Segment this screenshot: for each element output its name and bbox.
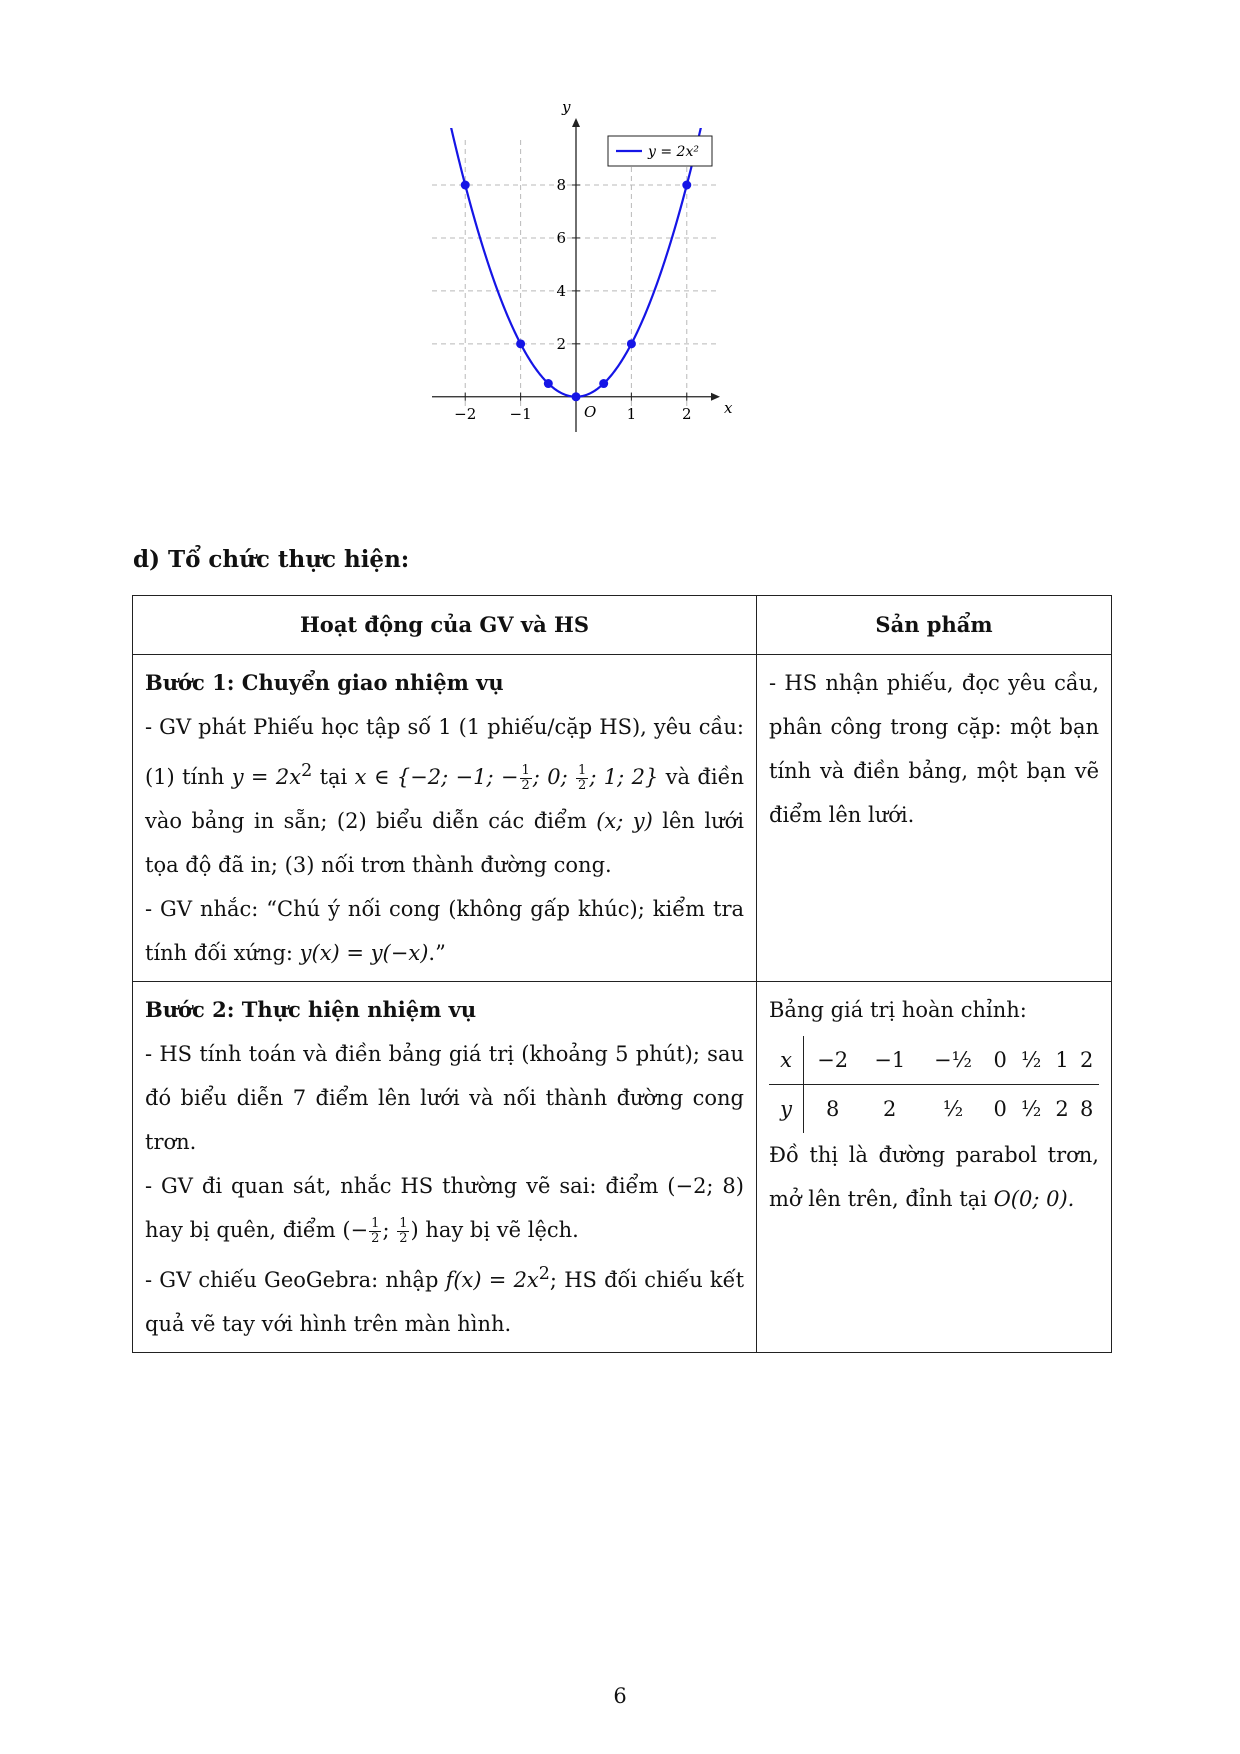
x-tick-label: −1 <box>509 404 532 423</box>
value-table-x-label: x <box>769 1036 804 1085</box>
table-header-row <box>133 596 1112 655</box>
step2-product-outro <box>769 1133 1099 1221</box>
value-table-y-cell: 0 <box>993 1097 1007 1121</box>
data-point <box>599 379 608 388</box>
value-table-x-cell: 2 <box>1074 1036 1099 1085</box>
text: - GV chiếu GeoGebra: nhập <box>145 1268 446 1292</box>
value-table-y-cell: ½ <box>942 1097 964 1121</box>
step2-paragraph-3 <box>145 1252 744 1346</box>
section-title: Tổ chức thực hiện: <box>167 546 410 573</box>
numerator: 1 <box>399 1216 408 1231</box>
fraction <box>576 764 588 793</box>
text: - GV đi quan sát, nhắc HS thường vẽ sai: điểm (−2; 8) hay bị quên, điểm (− <box>145 1174 744 1242</box>
section-label: d) <box>133 546 160 573</box>
value-table-y-cell: ½ <box>1020 1097 1042 1121</box>
legend-label: y = 2x² <box>648 144 699 160</box>
step1-paragraph-1 <box>145 705 744 887</box>
value-table-y-cell: 8 <box>1080 1097 1094 1121</box>
y-tick-label: 2 <box>556 334 566 353</box>
numerator: 1 <box>371 1216 380 1231</box>
text: tại <box>312 765 355 789</box>
exponent: 2 <box>538 1264 550 1284</box>
formula: ; 1; 2} <box>589 765 659 789</box>
denominator: 2 <box>578 778 587 793</box>
data-point <box>544 379 553 388</box>
value-table-y-cell: 2 <box>883 1097 897 1121</box>
x-tick-label: −2 <box>454 404 477 423</box>
text: - GV nhắc: “Chú ý nối cong (không gấp khúc); kiểm tra tính đối xứng: <box>145 897 744 965</box>
formula: (x; y) <box>596 809 653 833</box>
value-table-y-row <box>769 1085 1099 1134</box>
header-product: Sản phẩm <box>757 596 1112 655</box>
text: ) hay bị vẽ lệch. <box>410 1218 579 1242</box>
text: Đồ thị là đường parabol trơn, mở lên trên, đỉnh tại <box>769 1143 1099 1211</box>
value-table-x-row <box>769 1036 1099 1085</box>
denominator: 2 <box>371 1231 380 1246</box>
text: .” <box>428 941 446 965</box>
header-activities: Hoạt động của GV và HS <box>133 596 757 655</box>
table-row-step2 <box>133 982 1112 1353</box>
data-point <box>516 339 525 348</box>
exponent: 2 <box>301 761 313 781</box>
formula: x ∈ {−2; −1; − <box>354 765 519 789</box>
step1-activities <box>133 655 757 982</box>
step2-paragraph-2 <box>145 1164 744 1252</box>
text: ; <box>382 1218 397 1242</box>
origin-label: O <box>584 402 597 421</box>
data-point <box>461 181 470 190</box>
x-axis-label: x <box>724 398 733 417</box>
formula: f(x) = 2x <box>445 1268 539 1292</box>
formula: O(0; 0). <box>993 1187 1075 1211</box>
value-table-x-cell: −1 <box>861 1036 918 1085</box>
step2-title: Bước 2: Thực hiện nhiệm vụ <box>145 997 477 1022</box>
step2-paragraph-1: - HS tính toán và điền bảng giá trị (khoảng 5 phút); sau đó biểu diễn 7 điểm lên lưới và nối thành đường cong trơn. <box>145 1042 744 1154</box>
data-point <box>682 181 691 190</box>
fraction <box>397 1217 409 1246</box>
step2-product-intro: Bảng giá trị hoàn chỉnh: <box>769 998 1027 1022</box>
step2-activities <box>133 982 757 1353</box>
text: ; HS đối chiếu kết quả vẽ tay với hình trên màn hình. <box>145 1268 745 1336</box>
activity-table <box>132 595 1112 1353</box>
x-tick-label: 2 <box>681 404 692 423</box>
table-row-step1 <box>133 655 1112 982</box>
formula: y(x) = y(−x) <box>299 941 429 965</box>
x-tick-label: 1 <box>626 404 637 423</box>
numerator: 1 <box>578 763 587 778</box>
text: - GV phát Phiếu học tập số 1 (1 phiếu/cặp HS), yêu cầu: (1) tính <box>145 715 744 789</box>
value-table-x-cell: −½ <box>918 1036 988 1085</box>
y-tick-label: 8 <box>556 176 566 194</box>
value-table-x-cell: −2 <box>804 1036 862 1085</box>
step1-product-text: - HS nhận phiếu, đọc yêu cầu, phân công trong cặp: một bạn tính và điền bảng, một bạn vẽ điểm lên lưới. <box>769 671 1099 827</box>
x-axis-arrow <box>711 393 720 401</box>
value-table-x-cell: 1 <box>1050 1036 1075 1085</box>
data-point <box>627 339 636 348</box>
section-heading <box>133 546 409 573</box>
step2-product <box>757 982 1112 1353</box>
value-table-x-cell: 0 <box>988 1036 1013 1085</box>
step1-paragraph-2 <box>145 887 744 975</box>
value-table <box>769 1036 1099 1133</box>
text: và điền vào bảng in sẵn; (2) biểu diễn các điểm <box>145 765 745 833</box>
step1-product <box>757 655 1112 982</box>
value-table-y-cell: 2 <box>1055 1097 1069 1121</box>
text: lên lưới tọa độ đã in; (3) nối trơn thành đường cong. <box>145 809 744 877</box>
y-axis-arrow <box>572 118 580 127</box>
denominator: 2 <box>399 1231 408 1246</box>
y-tick-label: 4 <box>556 281 566 300</box>
value-table-y-label: y <box>769 1085 804 1134</box>
data-point <box>572 392 581 401</box>
value-table-x-cell: ½ <box>1012 1036 1049 1085</box>
page-number: 6 <box>613 1684 627 1708</box>
y-tick-label: 6 <box>556 228 566 247</box>
value-table-y-cell: 8 <box>825 1097 840 1121</box>
y-axis-label: y <box>562 98 571 116</box>
fraction <box>369 1217 381 1246</box>
parabola-chart <box>420 98 820 480</box>
numerator: 1 <box>521 763 530 778</box>
step1-title: Bước 1: Chuyển giao nhiệm vụ <box>145 670 504 695</box>
denominator: 2 <box>521 778 530 793</box>
formula: y = 2x <box>231 765 302 789</box>
formula: ; 0; <box>532 765 576 789</box>
fraction <box>520 764 532 793</box>
